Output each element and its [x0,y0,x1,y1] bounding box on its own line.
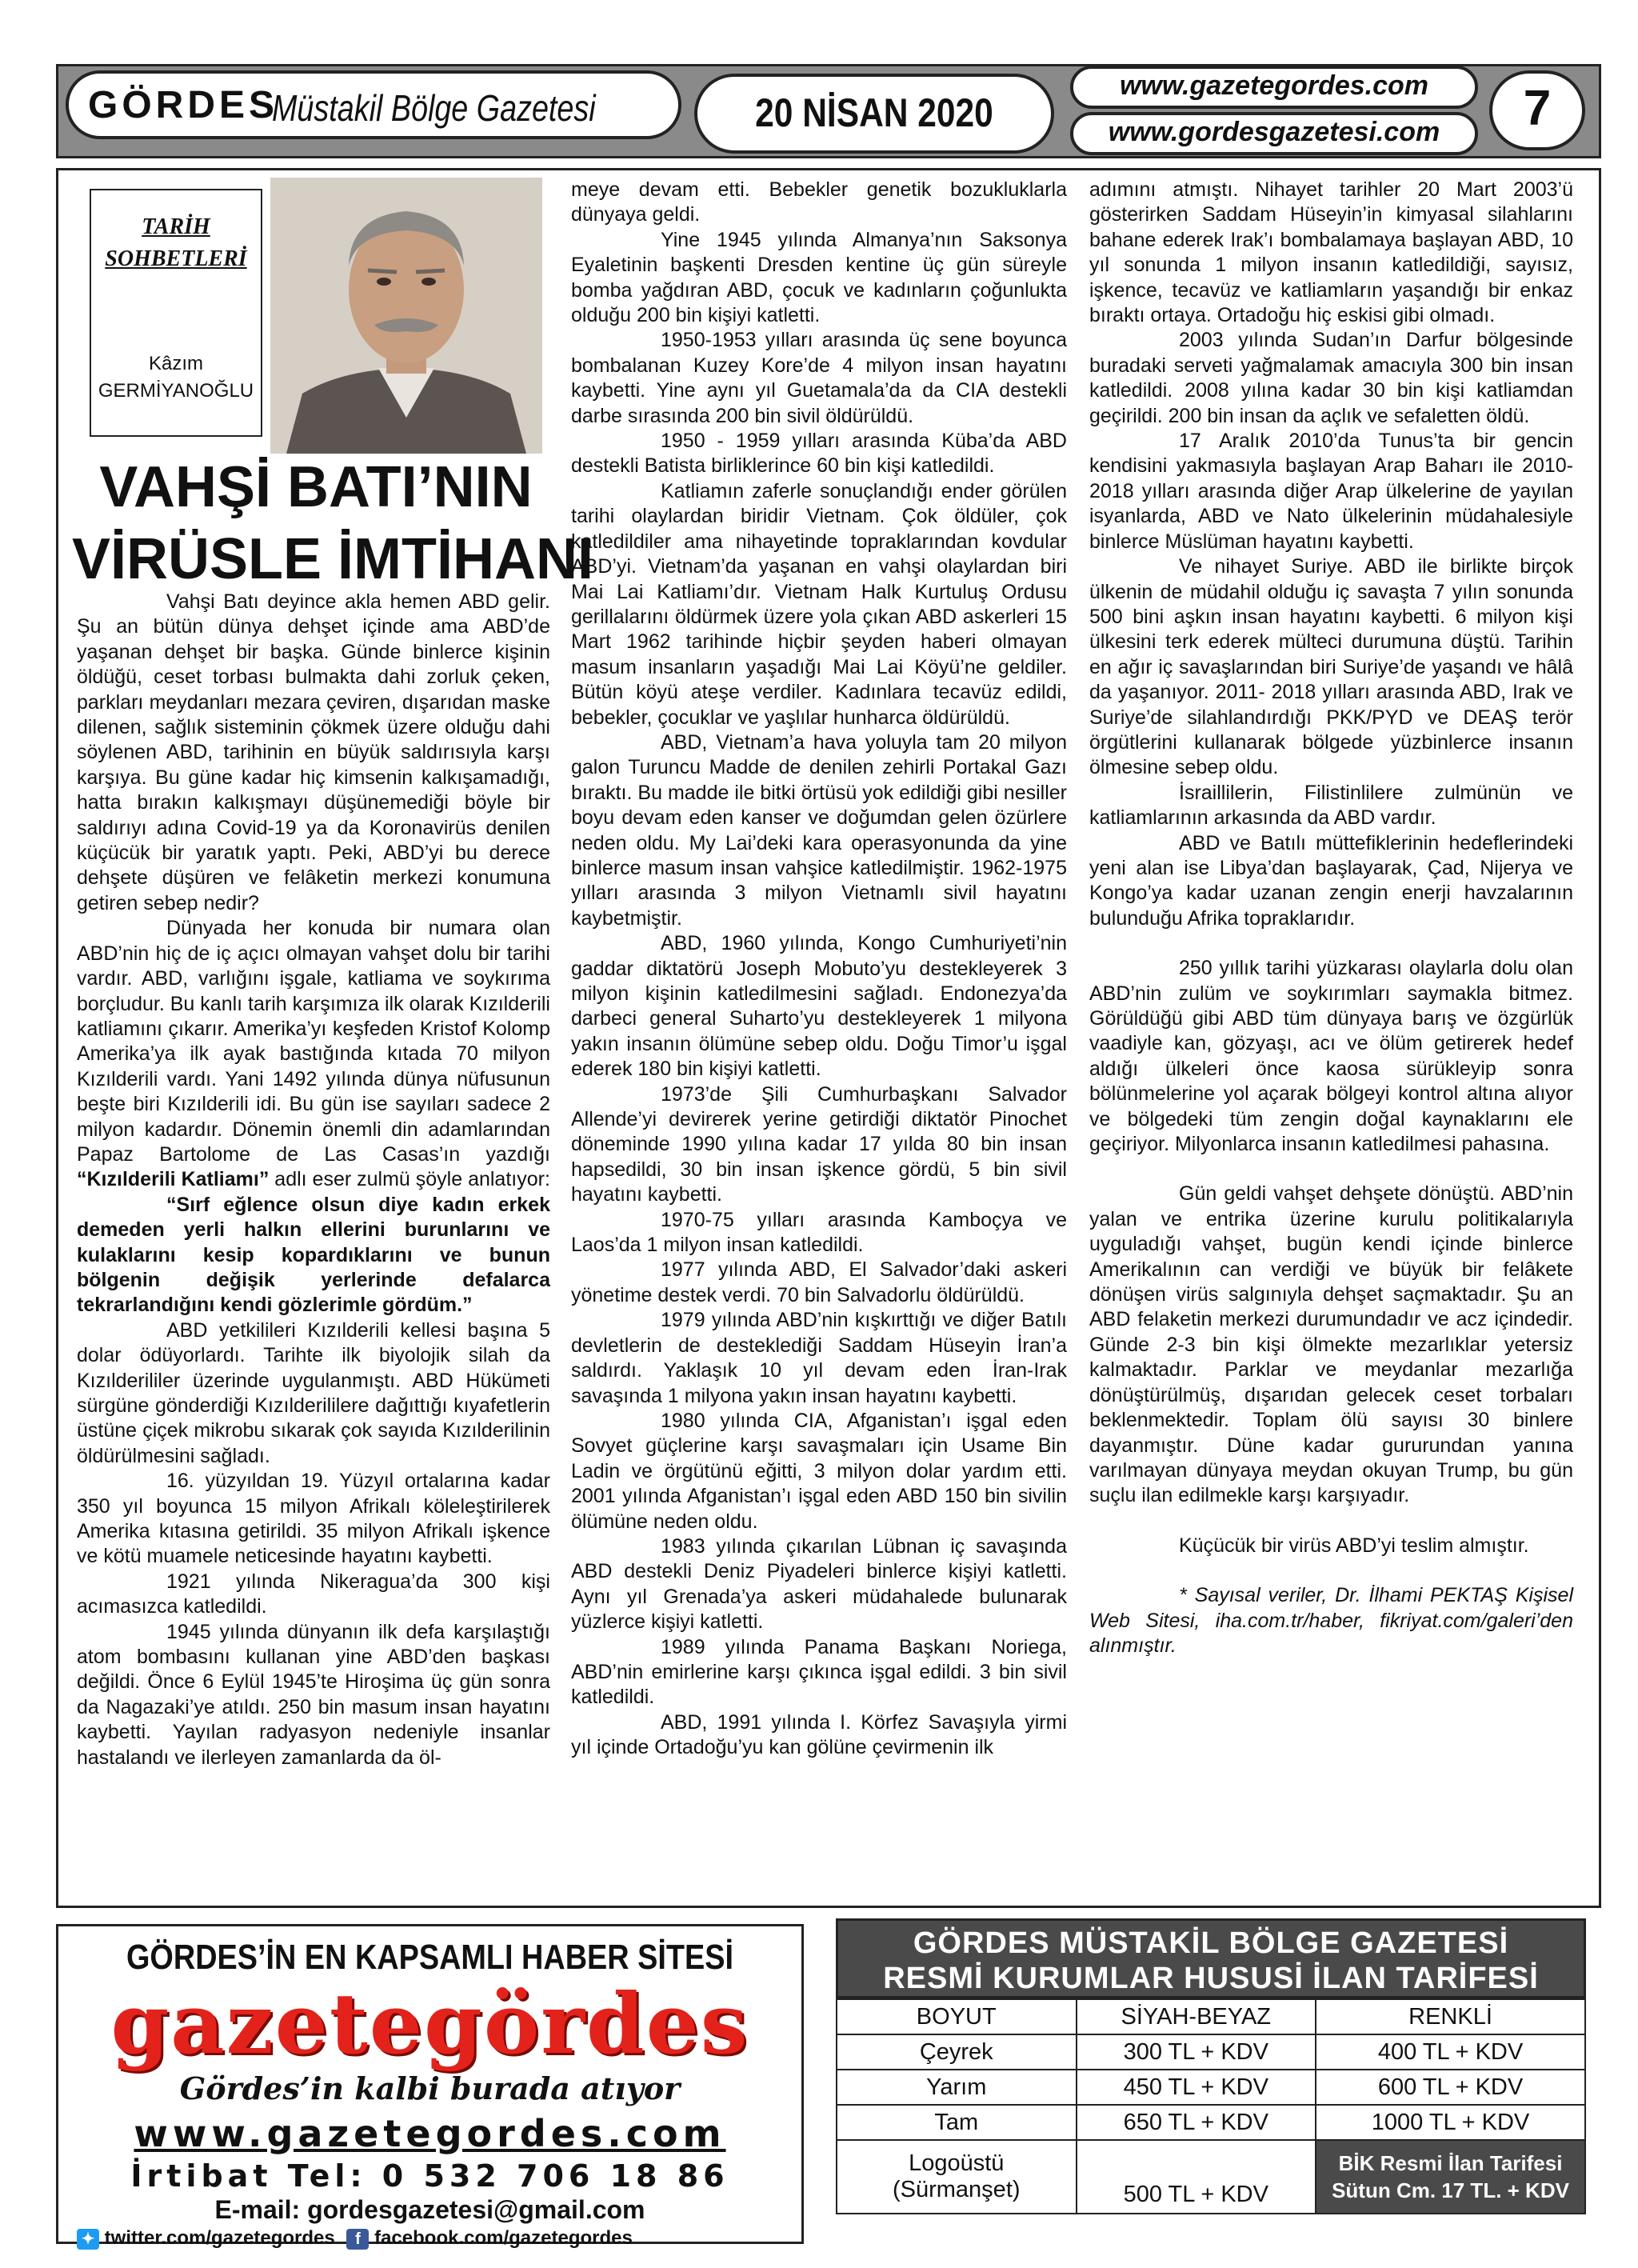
header-cell: SİYAH-BEYAZ [1077,1999,1316,2034]
tariff-title-2: RESMİ KURUMLAR HUSUSİ İLAN TARİFESİ [883,1962,1539,1995]
website-link-1[interactable]: www.gazetegordes.com [1119,70,1429,101]
paragraph-text: Dünyada her konuda bir numara olan ABD’nin hiç de iç açıcı olmayan vahşet dolu bir tarihi vardır. ABD, varlığını işgale, katliama ve soykırıma borçludur. Bu kanlı tarih karşımıza ilk olarak Kızılderili katliamını çıkarır. Amerika’yı keşfeden Kristof Kolomp Amerika’ya ilk ayak bastığında kıtada 70 milyon Kızılderili vardı. Yani 1492 yılında dünya nüfusunun beşte biri Kızılderili idi. Bu gün ise sayıları sadece 2 milyon kadardır. Dönemin önemli din adamlarından Papaz Bartolome de Las Casas’ın yazdığı [77,917,550,1166]
ad-social-links [77,2227,781,2249]
bw-price-cell: 300 TL + KDV [1077,2034,1316,2070]
paragraph: 2003 yılında Sudan’ın Darfur bölgesinde buradaki serveti yağmalamak amacıyla 300 bin insan katledildi. 2008 yılına kadar 30 bin kişi katliamdan geçirildi. 200 bin insan da açlık ve sefaletten öldü. [1089,329,1573,427]
size-cell: Yarım [837,2070,1077,2105]
paragraph: ABD, 1991 yılında I. Körfez Savaşıyla yirmi yıl içinde Ortadoğu’yu kan gölüne çevirmenin ilk [571,1710,1067,1759]
size-line-1: Logoüstü [909,2150,1005,2176]
size-line-2: (Sürmanşet) [892,2177,1021,2202]
twitter-link[interactable]: twitter.com/gazetegordes [104,2227,335,2249]
paragraph: 1979 yılında ABD’nin kışkırttığı ve diğer Batılı devletlerin de desteklediği Saddam Hüseyin İran’a saldırdı. Yaklaşık 10 yıl devam eden İran-Irak savaşında 1 milyona yakın insan hayatını kaybetti. [571,1309,1067,1407]
bw-price-cell: 450 TL + KDV [1077,2070,1316,2105]
color-price-cell: 400 TL + KDV [1316,2034,1585,2070]
ad-heading: GÖRDES’İN EN KAPSAMLI HABER SİTESİ [126,1938,733,1977]
paragraph: Gün geldi vahşet dehşete dönüştü. ABD’nin yalan ve entrika üzerine kurulu politikalarıyla uyguladığı vahşet, bugün kendi içinde binlerce Amerikalının can verdiği ve büyük bir felâkete dönüşen virüs salgınıyla dehşet saçmaktadır. Şu an ABD felaketin merkezi durumundadır ve acz içindedir. Günde 2-3 bin kişi ölmekte mezarlıklar yetersiz kalmaktadır. Parklar ve meydanlar mezarlığa dönüştürülmüş, dışarıdan gelecek ceset torbaları beklenmektedir. Toplam ölü sayısı 30 binlere dayanmıştır. Düne kadar gururundan yanına varılmayan dünyaya meydan okuyan Trump, bu gün suçlu ilan edilmekle karşı karşıyadır. [1089,1182,1573,1507]
table-row [837,2034,1585,2070]
paragraph: Vahşi Batı deyince akla hemen ABD gelir. Şu an bütün dünya dehşet içinde ama ABD’de yaşanan dehşet bir başka. Günde binlerce kişinin öldüğü, ceset torbası bulmakta dahi zorluk çeken, parkları meydanları mezara çeviren, dışarıdan maske dilenen, sağlık sisteminin çökmek üzere olduğu dahi söylenen ABD, tarihinin en büyük saldırısıyla karşı karşıya. Bu güne kadar hiç kimsenin kalkışamadığı, hatta bırakın kalkışmayı düşünemediği böyle bir saldırıyı adına Covid-19 ya da Koronavirüs denilen küçücük bir yaratık yaptı. Peki, ABD’yi bu derece dehşete düşüren ve felâketin merkezi konumuna getiren sebep nedir? [77,590,550,914]
ad-website-link[interactable]: www.gazetegordes.com [134,2112,726,2155]
paragraph: 16. yüzyıldan 19. Yüzyıl ortalarına kadar 350 yıl boyunca 15 milyon Afrikalı köleleştirilerek Amerika kıtasına getirildi. 35 milyon Afrikalı işkence ve kötü muamele neticesinde hayatını kaybetti. [77,1470,550,1568]
newspaper-subtitle: Müstakil Bölge Gazetesi [272,87,596,129]
paragraph: Yine 1945 yılında Almanya’nın Saksonya Eyaletinin başkenti Dresden kentine üç gün süreyle bomba yağdıran ABD, çocuk ve kadınların çoğunlukta olduğu 200 bin kişiyi katletti. [571,228,1067,327]
paragraph: Ve nihayet Suriye. ABD ile birlikte birçok ülkenin de müdahil olduğu iç savaşta 7 yılın sonunda 500 bini aşkın insan hayatını kaybetti. 6 milyon kişi ülkesini terk ederek mülteci durumuna düştü. Tarihin en ağır iç savaşlarından biri Suriye’de yaşandı ve hâlâ da yaşanıyor. 2011- 2018 yılları arasında ABD, Irak ve Suriye’de silahlandırdığı PKK/PYD ve DEAŞ terör örgütlerini kullanarak bölgede yüzbinlerce insanın ölmesine sebep oldu. [1089,555,1573,779]
table-row [837,2140,1585,2214]
book-title: “Kızılderili Katliamı” [77,1168,270,1191]
paragraph: Küçücük bir virüs ABD’yi teslim almıştır. [1179,1534,1529,1557]
paragraph: 1921 yılında Nikeragua’da 300 kişi acımasızca katledildi. [77,1570,550,1618]
paragraph: adımını atmıştı. Nihayet tarihler 20 Mart 2003’ü gösterirken Saddam Hüseyin’in kimyasal silahlarını bahane ederek Irak’ı bombalamaya başlayan ABD, 10 yıl sonunda 1 milyon insanın katledildiği, sayısız, işkence, tecavüz ve katliamların yaşandığı bir enkaz bıraktı ortaya. Ortadoğu hiç eskisi gibi olmadı. [1089,178,1573,327]
quote [77,1193,550,1318]
paragraph-text: adlı eser zulmü şöyle anlatıyor: [274,1168,550,1191]
paragraph: ABD, 1960 yılında, Kongo Cumhuriyeti’nin gaddar diktatörü Joseph Mobuto’yu destekleyerek 3 milyon kişinin katledilmesini sağladı. Endonezya’da darbeci general Suharto’yu destekleyerek 1 milyona yakın insanın ölümüne sebep oldu. Doğu Timor’u işgal ederek 180 bin kişiyi katletti. [571,932,1067,1081]
paragraph: 1945 yılında dünyanın ilk defa karşılaştığı atom bombasını kullanan yine ABD’den başkası değildi. Önce 6 Eylül 1945’te Hiroşima üç gün sonra da Nagazaki’ye atıldı. 250 bin masum insan hayatını kaybetti. Yayılan radyasyon nedeniyle insanlar hastalandı ve ilerleyen zamanlarda da öl- [77,1620,550,1769]
table-row [837,2105,1585,2140]
column-label-line-1: TARİH [142,214,210,239]
article-column-2 [571,178,1067,1761]
paragraph: İsraillilerin, Filistinlilere zulmünün ve katliamlarının arkasında da ABD vardır. [1089,781,1573,830]
ad-email[interactable]: E-mail: gordesgazetesi@gmail.com [214,2195,645,2224]
paragraph: 1970-75 yılları arasında Kamboçya ve Laos’da 1 milyon insan katledildi. [571,1208,1067,1257]
page-number: 7 [1523,81,1552,136]
website-link-2[interactable]: www.gordesgazetesi.com [1108,117,1440,147]
paragraph [77,916,550,1192]
bik-line-1: BİK Resmi İlan Tarifesi [1338,2151,1563,2175]
gazetegordes-logo: gazetegördes [110,1974,749,2073]
newspaper-name: GÖRDES [88,84,279,126]
bw-price-cell: 650 TL + KDV [1077,2105,1316,2140]
article-column-3 [1089,178,1573,1658]
author-portrait-icon [270,178,542,454]
headline-line-1: VAHŞİ BATI’NIN [99,455,533,519]
table-header-row [837,1999,1585,2034]
paragraph: ABD yetkilileri Kızılderili kellesi başına 5 dolar ödüyorlardı. Tarihte ilk biyolojik silah da Kızılderililer üzerinde uygulanmıştı. ABD Hükümeti sürgüne gönderdiği Kızılderililere dağıttığı kıyafetlerin üstüne çiçek mikrobu sıkarak çok sayıda Kızılderilinin öldürülmesini sağladı. [77,1318,550,1467]
paragraph: 17 Aralık 2010’da Tunus’ta bir gencin kendisini yakmasıyla başlayan Arap Baharı ile 2010- 2018 yılları arasında diğer Arap ülkelerine de yayılan isyanlarda, ABD ve Nato ülkelerinin müdahalesiyle binlerce Müslüman hayatını kaybetti. [1089,430,1573,553]
header-cell: RENKLİ [1316,1999,1585,2034]
facebook-icon: f [346,2229,369,2250]
size-cell: Çeyrek [837,2034,1077,2070]
paragraph: 250 yıllık tarihi yüzkarası olaylarla dolu olan ABD’nin zulüm ve soykırımları saymakla bitmez. Görüldüğü gibi ABD tüm dünyaya barış ve özgürlük vaadiyle kan, gözyaşı, acı ve ölüm getirerek hedef aldığı ülkeleri önce kaosa sürükleyip sonra bölünmelerine yol açarak bölgeyi kontrol altına alıyor ve bölgedeki tüm zengin doğal kaynaklarını ele geçiriyor. Milyonlarca insanın katledilmesi pahasına. [1089,957,1573,1156]
source-note-text: * Sayısal veriler, Dr. İlhami PEKTAŞ Kişisel Web Sitesi, iha.com.tr/haber, fikriyat.com/galeri’den alınmıştır. [1089,1584,1573,1657]
header-cell: BOYUT [837,1999,1077,2034]
column-label-line-2: SOHBETLERİ [105,246,247,271]
paragraph: 1977 yılında ABD, El Salvador’daki askeri yönetime destek verdi. 70 bin Salvadorlu öldürüldü. [571,1258,1067,1306]
color-price-cell: 1000 TL + KDV [1316,2105,1585,2140]
source-note [1089,1583,1573,1658]
author-first-name: Kâzım [148,353,203,374]
table-row [837,2070,1585,2105]
article-column-1 [77,590,550,1770]
paragraph: ABD, Vietnam’a hava yoluyla tam 20 milyon galon Turuncu Madde de denilen zehirli Portakal Gazı bıraktı. Bu madde ile bitki örtüsü yok edildiği gibi nesiller boyu devam eden kanser ve doğumdan gelen özürlere neden oldu. My Lai’deki kara operasyonunda da yine binlerce masum insan vahşice katledilmiştir. 1962-1975 yılları arasında 3 milyon Vietnamlı sivil hayatını kaybetmiştir. [571,730,1067,930]
paragraph: 1989 yılında Panama Başkanı Noriega, ABD’nin emirlerine karşı çıkınca işgal edildi. 3 bin sivil katledildi. [571,1635,1067,1709]
facebook-link[interactable]: facebook.com/gazetegordes [374,2227,633,2249]
color-price-cell: 600 TL + KDV [1316,2070,1585,2105]
ad-phone: İrtibat Tel: 0 532 706 18 86 [130,2158,729,2194]
issue-date: 20 NİSAN 2020 [755,90,993,135]
size-cell [837,2140,1077,2214]
bik-line-2: Sütun Cm. 17 TL. + KDV [1332,2178,1569,2202]
paragraph: Katliamın zaferle sonuçlandığı ender görülen tarihi olaylardan biridir Vietnam. Çok öldüler, çok katledildiler ama nihayetinde topraklarından kovdular ABD’yi. Vietnam’da yaşanan en vahşi olaylardan biri Mai Lai Katliamı’dır. Vietnam Halk Kurtuluş Ordusu gerillalarını öldürmek üzere yola çıkan ABD askerleri 15 Mart 1962 tarihinde hiçbir şeyden haberi olmayan masum insanların yaşadığı Mai Lai Köyü’ne geldiler. Bütün köyü ateşe verdiler. Kadınlara tecavüz edildi, bebekler, çocuklar ve yaşlılar hunharca öldürüldü. [571,479,1067,729]
paragraph: 1980 yılında CIA, Afganistan’ı işgal eden Sovyet güçlerine karşı savaşmaları için Usame Bin Ladin ve örgütünü eğitti, 3 milyon dolar yardım etti. 2001 yılında Afganistan’ı işgal eden ABD 150 bin sivilin ölümüne neden oldu. [571,1409,1067,1533]
bw-price-cell: 500 TL + KDV [1077,2140,1316,2214]
column-label-box [90,189,262,437]
paragraph: 1983 yılında çıkarılan Lübnan iç savaşında ABD destekli Deniz Piyadeleri binlerce kişiyi katletti. Aynı yıl Grenada’ya askeri müdahalede bulunarak yüzlerce kişiyi katletti. [571,1534,1067,1634]
tariff-table [836,1998,1586,2214]
paragraph: 1950 - 1959 yılları arasında Küba’da ABD destekli Batista birliklerince 60 bin kişi katledildi. [571,430,1067,478]
paragraph: ABD ve Batılı müttefiklerinin hedeflerindeki yeni alan ise Libya’dan başlayarak, Çad, Nijerya ve Kongo’ya kadar uzanan zengin enerji havzalarının bulunduğu Afrika topraklarıdır. [1089,831,1573,930]
author-last-name: GERMİYANOĞLU [98,380,254,402]
paragraph: 1950-1953 yılları arasında üç sene boyunca bombalanan Kuzey Kore’de 4 milyon insan hayatını kaybetti. Yine aynı yıl Guetamala’da da CIA destekli darbe sırasında 200 bin sivil öldürüldü. [571,329,1067,427]
tariff-title-1: GÖRDES MÜSTAKİL BÖLGE GAZETESİ [913,1926,1509,1960]
ad-slogan: Gördes’in kalbi burada atıyor [179,2070,681,2106]
author-photo [270,178,542,454]
column-label [91,211,261,275]
headline-line-2: VİRÜSLE İMTİHANI [72,527,594,591]
author-name [91,350,261,405]
quote-text: “Sırf eğlence olsun diye kadın erkek demeden yerli halkın ellerini burunlarını ve kulaklarını kesip kopardıklarını ve bunun bölgenin değişik yerlerinde defalarca tekrarlandığını kendi gözlerimle gördüm.” [77,1193,550,1317]
paragraph: 1973’de Şili Cumhurbaşkanı Salvador Allende’yi devirerek yerine getirdiği diktatör Pinochet döneminde 1990 yılına kadar 17 yılda 80 bin insan hapsedildi, 30 bin insan işkence gördü, 5 bin sivil hayatını kaybetti. [571,1082,1067,1206]
size-cell: Tam [837,2105,1077,2140]
paragraph: meye devam etti. Bebekler genetik bozukluklarla dünyaya geldi. [571,178,1067,226]
twitter-icon: ✦ [77,2229,99,2250]
bik-tariff-cell [1316,2140,1585,2214]
